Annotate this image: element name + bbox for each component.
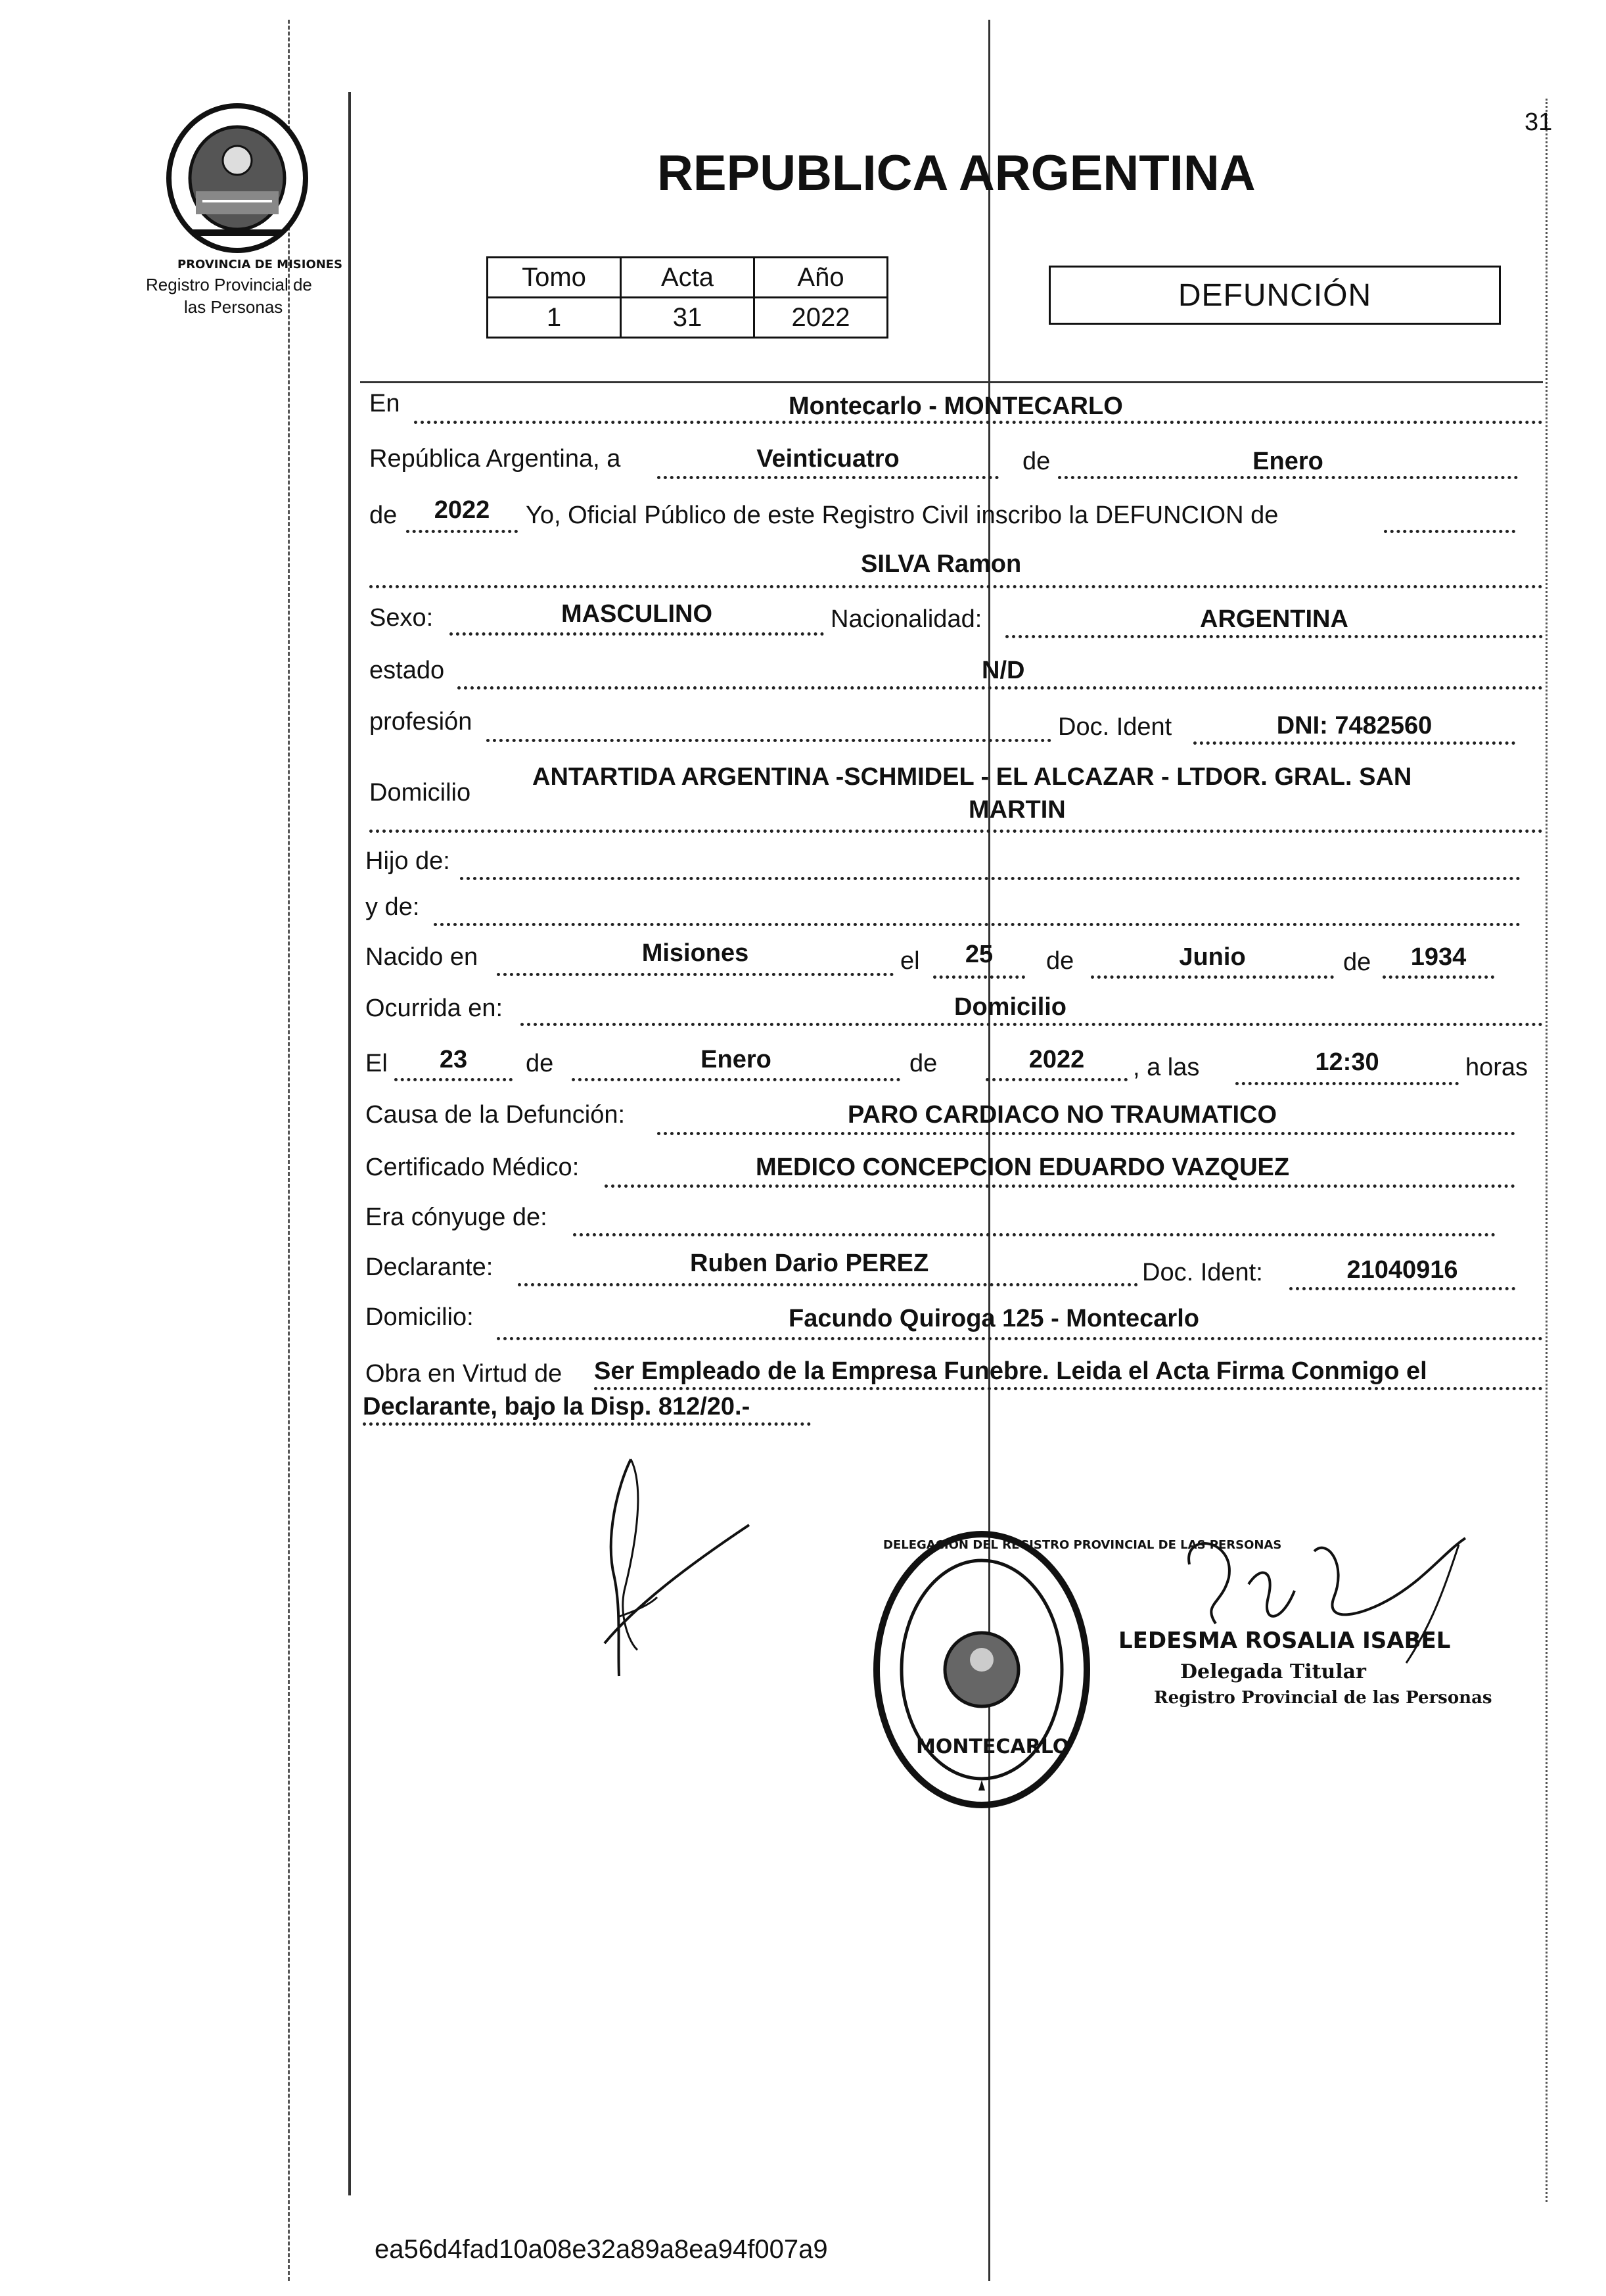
a-las-label: , a las — [1133, 1054, 1200, 1081]
certificado-value: MEDICO CONCEPCION EDUARDO VAZQUEZ — [756, 1154, 1290, 1181]
nacido-label: Nacido en — [365, 943, 478, 971]
register-table — [486, 256, 888, 339]
sexo-label: Sexo: — [369, 604, 434, 632]
tomo-value: 1 — [488, 298, 621, 338]
decl-doc-value: 21040916 — [1346, 1256, 1458, 1284]
official-role: Delegada Titular — [1180, 1660, 1366, 1683]
nac-dia-value: 25 — [965, 941, 994, 968]
nacionalidad-value: ARGENTINA — [1200, 605, 1348, 633]
country-title: REPUBLICA ARGENTINA — [657, 145, 1256, 201]
mes-value: Enero — [1252, 448, 1323, 475]
page-border-left — [348, 92, 351, 2195]
en-label: En — [369, 390, 400, 417]
document-hash: ea56d4fad10a08e32a89a8ea94f007a9 — [375, 2235, 828, 2264]
def-anio-value: 2022 — [1028, 1046, 1085, 1073]
estado-value: N/D — [982, 657, 1025, 684]
de-label-6: de — [909, 1050, 938, 1077]
acta-header: Acta — [621, 258, 754, 298]
place-value: Montecarlo - MONTECARLO — [789, 392, 1123, 420]
obra-label: Obra en Virtud de — [365, 1360, 562, 1388]
act-type-box — [1049, 266, 1501, 325]
page-border-right — [1546, 99, 1548, 2202]
registry-name-line2: las Personas — [184, 297, 283, 317]
registry-name-line1: Registro Provincial de — [146, 275, 312, 294]
fold-line-left — [288, 20, 290, 2281]
de-label-3: de — [1046, 947, 1074, 975]
sexo-value: MASCULINO — [561, 600, 713, 628]
de-label-2: de — [369, 502, 398, 529]
y-de-label: y de: — [365, 893, 420, 921]
tomo-header: Tomo — [488, 258, 621, 298]
official-name: LEDESMA ROSALIA ISABEL — [1118, 1628, 1451, 1654]
doc-ident-label: Doc. Ident — [1058, 713, 1172, 741]
misiones-logo — [163, 103, 311, 254]
estado-label: estado — [369, 657, 445, 684]
def-mes-value: Enero — [700, 1046, 771, 1073]
declarant-signature — [578, 1446, 762, 1696]
page-number: 31 — [1525, 108, 1553, 136]
nac-anio-value: 1934 — [1410, 943, 1467, 971]
nac-mes-value: Junio — [1179, 943, 1246, 971]
obra-value-line1: Ser Empleado de la Empresa Funebre. Leida el Acta Firma Conmigo el — [594, 1357, 1427, 1385]
causa-label: Causa de la Defunción: — [365, 1101, 626, 1129]
hora-value: 12:30 — [1315, 1048, 1379, 1076]
ocurrida-value: Domicilio — [954, 993, 1067, 1021]
official-office: Registro Provincial de las Personas — [1154, 1688, 1492, 1708]
profesion-label: profesión — [369, 708, 472, 736]
domicilio2-value: Facundo Quiroga 125 - Montecarlo — [789, 1305, 1199, 1332]
domicilio2-label: Domicilio: — [365, 1303, 474, 1331]
republica-label: República Argentina, a — [369, 445, 621, 473]
obra-value-line2: Declarante, bajo la Disp. 812/20.- — [363, 1393, 750, 1420]
conyuge-label: Era cónyuge de: — [365, 1204, 547, 1231]
anio-header: Año — [754, 258, 888, 298]
domicilio-line1: ANTARTIDA ARGENTINA -SCHMIDEL - EL ALCAZAR - LTDOR. GRAL. SAN — [532, 763, 1412, 791]
declarante-value: Ruben Dario PEREZ — [690, 1250, 929, 1277]
oval-stamp-ring-text: DELEGACION DEL REGISTRO PROVINCIAL DE LAS PERSONAS — [883, 1538, 1282, 1552]
dia-value: Veinticuatro — [756, 445, 900, 473]
nacionalidad-label: Nacionalidad: — [831, 605, 982, 633]
form-top-rule — [360, 381, 1543, 383]
de-label-5: de — [526, 1050, 554, 1077]
declarante-label: Declarante: — [365, 1253, 493, 1281]
ocurrida-label: Ocurrida en: — [365, 995, 503, 1022]
horas-label: horas — [1465, 1054, 1528, 1081]
de-label-4: de — [1343, 949, 1371, 976]
officer-text: Yo, Oficial Público de este Registro Civil inscribo la DEFUNCION de — [526, 502, 1279, 529]
el-label: el — [900, 947, 920, 975]
hijo-label: Hijo de: — [365, 847, 450, 875]
def-dia-value: 23 — [439, 1046, 468, 1073]
domicilio-label: Domicilio — [369, 779, 471, 807]
el-label-2: El — [365, 1050, 388, 1077]
certificado-label: Certificado Médico: — [365, 1154, 580, 1181]
acta-value: 31 — [621, 298, 754, 338]
deceased-name: SILVA Ramon — [861, 550, 1022, 578]
decl-doc-label: Doc. Ident: — [1142, 1259, 1263, 1286]
nacido-value: Misiones — [641, 939, 749, 967]
domicilio-line2: MARTIN — [969, 796, 1066, 824]
anio-value: 2022 — [754, 298, 888, 338]
act-type-label: DEFUNCIÓN — [1178, 277, 1372, 313]
causa-value: PARO CARDIACO NO TRAUMATICO — [848, 1101, 1277, 1129]
de-label-1: de — [1022, 448, 1051, 475]
fold-line-center — [988, 20, 990, 2281]
logo-ring-text: PROVINCIA DE MISIONES — [177, 258, 343, 271]
doc-ident-value: DNI: 7482560 — [1276, 712, 1433, 739]
anio-inscripcion: 2022 — [434, 496, 490, 524]
oval-stamp-city: MONTECARLO — [916, 1735, 1070, 1758]
